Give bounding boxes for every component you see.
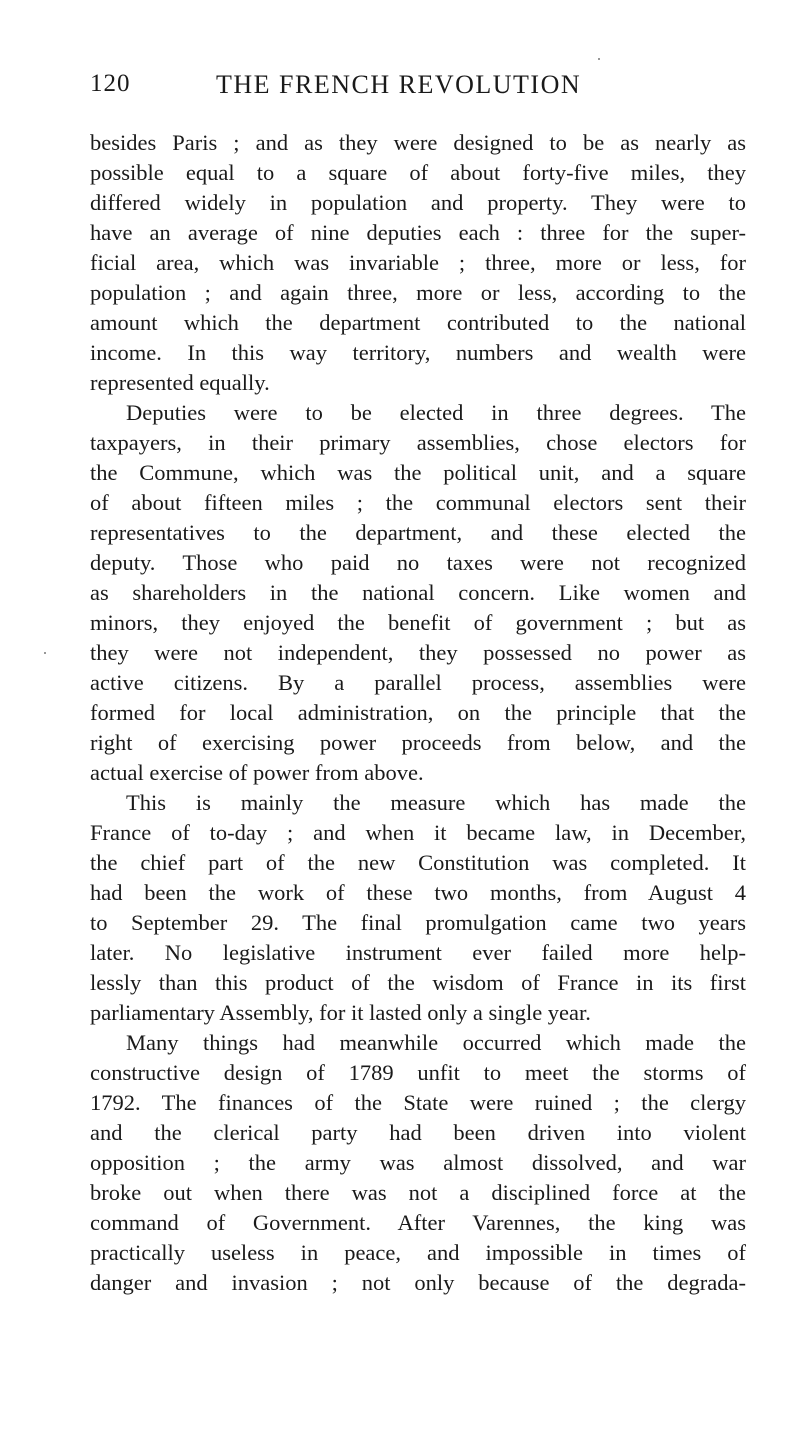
- text-line: deputy. Those who paid no taxes were not recognized: [90, 550, 746, 575]
- text-line: right of exercising power proceeds from below, and the: [90, 730, 746, 755]
- text-line: active citizens. By a parallel process, assemblies were: [90, 670, 746, 695]
- text-line: broke out when there was not a disciplined force at the: [90, 1180, 746, 1205]
- text-line: ficial area, which was invariable ; three, more or less, for: [90, 250, 746, 275]
- text-line: command of Government. After Varennes, the king was: [90, 1210, 746, 1235]
- text-line: later. No legislative instrument ever failed more help-: [90, 940, 746, 965]
- text-line: parliamentary Assembly, for it lasted only a single year.: [90, 1000, 591, 1025]
- text-line: danger and invasion ; not only because of the degrada-: [90, 1270, 746, 1295]
- text-line: population ; and again three, more or less, according to the: [90, 280, 746, 305]
- text-line: differed widely in population and property. They were to: [90, 190, 746, 215]
- text-line: the chief part of the new Constitution was completed. It: [90, 850, 746, 875]
- text-line: amount which the department contributed to the national: [90, 310, 746, 335]
- text-line: and the clerical party had been driven into violent: [90, 1120, 746, 1145]
- text-line: minors, they enjoyed the benefit of government ; but as: [90, 610, 746, 635]
- text-line: income. In this way territory, numbers and wealth were: [90, 340, 746, 365]
- text-line: actual exercise of power from above.: [90, 760, 424, 785]
- text-line: taxpayers, in their primary assemblies, chose electors for: [90, 430, 746, 455]
- text-line: France of to-day ; and when it became law, in December,: [90, 820, 746, 845]
- page-number: 120: [90, 70, 131, 97]
- paragraph: [90, 788, 746, 1028]
- text-line: the Commune, which was the political unit, and a square: [90, 460, 746, 485]
- text-line: to September 29. The final promulgation came two years: [90, 910, 746, 935]
- text-line: as shareholders in the national concern. Like women and: [90, 580, 746, 605]
- paragraph: [90, 398, 746, 788]
- text-line: they were not independent, they possessed no power as: [90, 640, 746, 665]
- paragraph: [90, 128, 746, 398]
- text-line: This is mainly the measure which has made the: [126, 790, 746, 815]
- paper-speck: [44, 652, 46, 654]
- text-line: had been the work of these two months, from August 4: [90, 880, 746, 905]
- text-line: besides Paris ; and as they were designed to be as nearly as: [90, 130, 746, 155]
- text-line: have an average of nine deputies each : three for the super-: [90, 220, 746, 245]
- text-line: Deputies were to be elected in three degrees. The: [126, 400, 746, 425]
- paper-speck: [598, 58, 600, 60]
- text-line: constructive design of 1789 unfit to meet the storms of: [90, 1060, 746, 1085]
- paragraph: [90, 1028, 746, 1298]
- text-line: opposition ; the army was almost dissolved, and war: [90, 1150, 746, 1175]
- text-line: of about fifteen miles ; the communal electors sent their: [90, 490, 746, 515]
- text-line: representatives to the department, and these elected the: [90, 520, 746, 545]
- text-line: practically useless in peace, and impossible in times of: [90, 1240, 746, 1265]
- text-line: Many things had meanwhile occurred which made the: [126, 1030, 746, 1055]
- text-line: represented equally.: [90, 370, 270, 395]
- body-text: [90, 128, 746, 1298]
- running-title: THE FRENCH REVOLUTION: [216, 70, 582, 99]
- text-line: possible equal to a square of about forty-five miles, they: [90, 160, 746, 185]
- text-line: formed for local administration, on the principle that the: [90, 700, 746, 725]
- text-line: 1792. The finances of the State were ruined ; the clergy: [90, 1090, 746, 1115]
- running-head: [90, 70, 750, 110]
- text-line: lessly than this product of the wisdom of France in its first: [90, 970, 746, 995]
